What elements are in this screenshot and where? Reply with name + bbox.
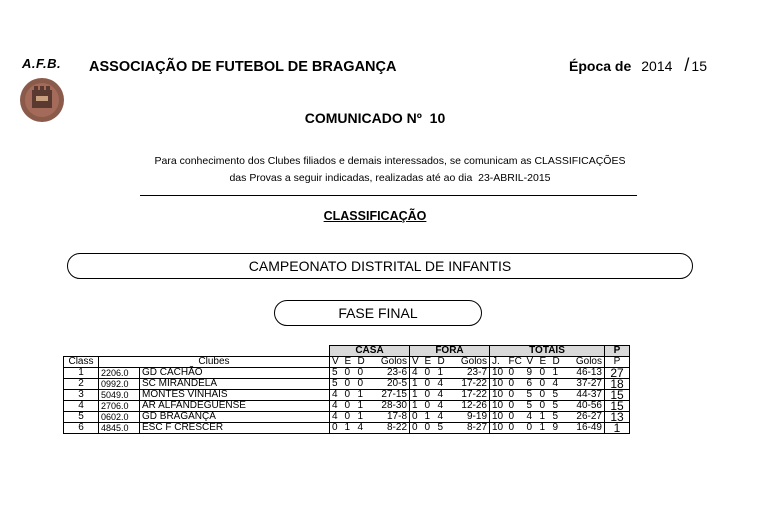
season-label-text: Época de <box>569 58 632 74</box>
col-home-v: V <box>330 357 343 368</box>
row-total-v: 5 <box>525 401 538 412</box>
notice-title-prefix: COMUNICADO Nº <box>304 110 422 126</box>
row-club-name: GD CACHÃO <box>140 368 330 379</box>
row-total-d: 4 <box>551 379 564 390</box>
row-total-j: 10 <box>490 412 507 423</box>
row-away-v: 4 <box>410 368 423 379</box>
row-home-d: 1 <box>356 390 369 401</box>
row-away-d: 4 <box>436 390 449 401</box>
row-home-v: 4 <box>330 412 343 423</box>
row-total-d: 9 <box>551 423 564 434</box>
table-row <box>64 401 630 412</box>
col-home-e: E <box>343 357 356 368</box>
season-start: 2014 <box>641 58 673 74</box>
row-position: 1 <box>64 368 99 379</box>
group-totals: TOTAIS <box>490 346 605 357</box>
group-home: CASA <box>330 346 410 357</box>
season-separator: / <box>684 55 690 75</box>
row-points: 1 <box>605 423 630 434</box>
col-away-v: V <box>410 357 423 368</box>
row-away-d: 5 <box>436 423 449 434</box>
row-home-d: 0 <box>356 379 369 390</box>
row-position: 6 <box>64 423 99 434</box>
divider <box>140 195 637 196</box>
row-total-j: 10 <box>490 423 507 434</box>
row-points: 18 <box>605 379 630 390</box>
intro-line-1: Para conhecimento dos Clubes filiados e demais interessados, se comunicam as CLASSIFICAÇÕES <box>154 155 626 167</box>
col-home-d: D <box>356 357 369 368</box>
row-points: 15 <box>605 401 630 412</box>
row-away-v: 1 <box>410 390 423 401</box>
row-total-goals: 16-49 <box>564 423 605 434</box>
row-away-d: 4 <box>436 401 449 412</box>
logo-text: A.F.B. <box>22 56 62 71</box>
notice-number: 10 <box>429 110 446 126</box>
row-home-d: 0 <box>356 368 369 379</box>
row-home-v: 5 <box>330 368 343 379</box>
row-home-e: 0 <box>343 412 356 423</box>
row-total-v: 0 <box>525 423 538 434</box>
row-away-goals: 12-26 <box>449 401 490 412</box>
row-club-code: 4845.0 <box>99 423 140 434</box>
section-title: CLASSIFICAÇÃO <box>323 209 427 223</box>
row-home-goals: 17-8 <box>369 412 410 423</box>
group-away: FORA <box>410 346 490 357</box>
row-total-j: 10 <box>490 390 507 401</box>
row-home-goals: 8-22 <box>369 423 410 434</box>
row-total-d: 5 <box>551 412 564 423</box>
col-tot-v: V <box>525 357 538 368</box>
row-club-code: 2206.0 <box>99 368 140 379</box>
organization-title: ASSOCIAÇÃO DE FUTEBOL DE BRAGANÇA <box>89 59 397 75</box>
row-away-goals: 17-22 <box>449 390 490 401</box>
row-away-d: 4 <box>436 412 449 423</box>
row-home-v: 4 <box>330 401 343 412</box>
row-home-goals: 23-6 <box>369 368 410 379</box>
row-home-e: 0 <box>343 401 356 412</box>
row-club-code: 0602.0 <box>99 412 140 423</box>
row-total-fc: 0 <box>507 379 525 390</box>
row-total-fc: 0 <box>507 390 525 401</box>
row-position: 2 <box>64 379 99 390</box>
col-points: P <box>605 357 630 368</box>
row-away-goals: 9-19 <box>449 412 490 423</box>
row-away-goals: 23-7 <box>449 368 490 379</box>
row-home-v: 0 <box>330 423 343 434</box>
row-home-v: 4 <box>330 390 343 401</box>
row-points: 27 <box>605 368 630 379</box>
row-club-name: ESC F CRESCER <box>140 423 330 434</box>
row-total-e: 0 <box>538 390 551 401</box>
row-total-j: 10 <box>490 368 507 379</box>
row-total-d: 5 <box>551 390 564 401</box>
col-j: J. <box>490 357 507 368</box>
row-total-d: 1 <box>551 368 564 379</box>
row-away-e: 0 <box>423 423 436 434</box>
row-home-e: 0 <box>343 390 356 401</box>
group-points: P <box>605 346 630 357</box>
col-fc: FC <box>507 357 525 368</box>
row-away-e: 0 <box>423 379 436 390</box>
col-tot-d: D <box>551 357 564 368</box>
row-total-v: 9 <box>525 368 538 379</box>
season-label <box>569 55 707 76</box>
standings-table <box>63 345 630 434</box>
table-row <box>64 390 630 401</box>
row-total-e: 1 <box>538 412 551 423</box>
report-date: 23-ABRIL-2015 <box>478 172 551 184</box>
row-home-e: 1 <box>343 423 356 434</box>
row-total-e: 0 <box>538 368 551 379</box>
row-away-v: 1 <box>410 379 423 390</box>
row-away-goals: 17-22 <box>449 379 490 390</box>
competition-name: CAMPEONATO DISTRITAL DE INFANTIS <box>67 253 693 279</box>
row-away-e: 0 <box>423 368 436 379</box>
col-clubs: Clubes <box>99 357 330 368</box>
row-club-code: 2706.0 <box>99 401 140 412</box>
row-total-fc: 0 <box>507 412 525 423</box>
row-away-v: 0 <box>410 423 423 434</box>
row-total-goals: 40-56 <box>564 401 605 412</box>
row-club-code: 0992.0 <box>99 379 140 390</box>
row-total-goals: 46-13 <box>564 368 605 379</box>
row-home-goals: 20-5 <box>369 379 410 390</box>
row-total-v: 6 <box>525 379 538 390</box>
table-row <box>64 423 630 434</box>
row-club-code: 5049.0 <box>99 390 140 401</box>
col-class: Class <box>64 357 99 368</box>
row-home-d: 1 <box>356 401 369 412</box>
crest-logo <box>14 58 84 128</box>
row-away-v: 0 <box>410 412 423 423</box>
table-row <box>64 379 630 390</box>
table-row <box>64 412 630 423</box>
row-position: 4 <box>64 401 99 412</box>
row-home-e: 0 <box>343 379 356 390</box>
row-total-v: 4 <box>525 412 538 423</box>
row-total-fc: 0 <box>507 368 525 379</box>
col-tot-e: E <box>538 357 551 368</box>
row-total-goals: 26-27 <box>564 412 605 423</box>
col-away-e: E <box>423 357 436 368</box>
row-home-goals: 28-30 <box>369 401 410 412</box>
competition-phase: FASE FINAL <box>274 300 482 326</box>
row-points: 15 <box>605 390 630 401</box>
row-total-d: 5 <box>551 401 564 412</box>
table-row <box>64 368 630 379</box>
row-position: 5 <box>64 412 99 423</box>
row-total-goals: 37-27 <box>564 379 605 390</box>
row-total-fc: 0 <box>507 423 525 434</box>
row-total-fc: 0 <box>507 401 525 412</box>
intro-line-2-text: das Provas a seguir indicadas, realizadas até ao dia <box>229 172 473 184</box>
col-home-goals: Golos <box>369 357 410 368</box>
col-away-d: D <box>436 357 449 368</box>
row-total-e: 0 <box>538 401 551 412</box>
notice-title <box>275 110 475 126</box>
row-home-d: 4 <box>356 423 369 434</box>
row-total-goals: 44-37 <box>564 390 605 401</box>
row-away-v: 1 <box>410 401 423 412</box>
row-home-e: 0 <box>343 368 356 379</box>
row-total-e: 0 <box>538 379 551 390</box>
row-away-e: 1 <box>423 412 436 423</box>
row-club-name: GD BRAGANÇA <box>140 412 330 423</box>
row-club-name: AR ALFANDEGUENSE <box>140 401 330 412</box>
row-away-goals: 8-27 <box>449 423 490 434</box>
row-home-goals: 27-15 <box>369 390 410 401</box>
table-group-header <box>64 346 630 357</box>
table-column-header <box>64 357 630 368</box>
row-club-name: SC MIRANDELA <box>140 379 330 390</box>
row-home-v: 5 <box>330 379 343 390</box>
row-away-d: 1 <box>436 368 449 379</box>
row-points: 13 <box>605 412 630 423</box>
row-total-j: 10 <box>490 379 507 390</box>
row-home-d: 1 <box>356 412 369 423</box>
col-tot-goals: Golos <box>564 357 605 368</box>
intro-line-2 <box>60 172 720 184</box>
row-club-name: MONTES VINHAIS <box>140 390 330 401</box>
row-position: 3 <box>64 390 99 401</box>
row-total-v: 5 <box>525 390 538 401</box>
row-total-j: 10 <box>490 401 507 412</box>
row-away-d: 4 <box>436 379 449 390</box>
col-away-goals: Golos <box>449 357 490 368</box>
row-away-e: 0 <box>423 401 436 412</box>
row-away-e: 0 <box>423 390 436 401</box>
row-total-e: 1 <box>538 423 551 434</box>
season-end: 15 <box>691 58 707 74</box>
